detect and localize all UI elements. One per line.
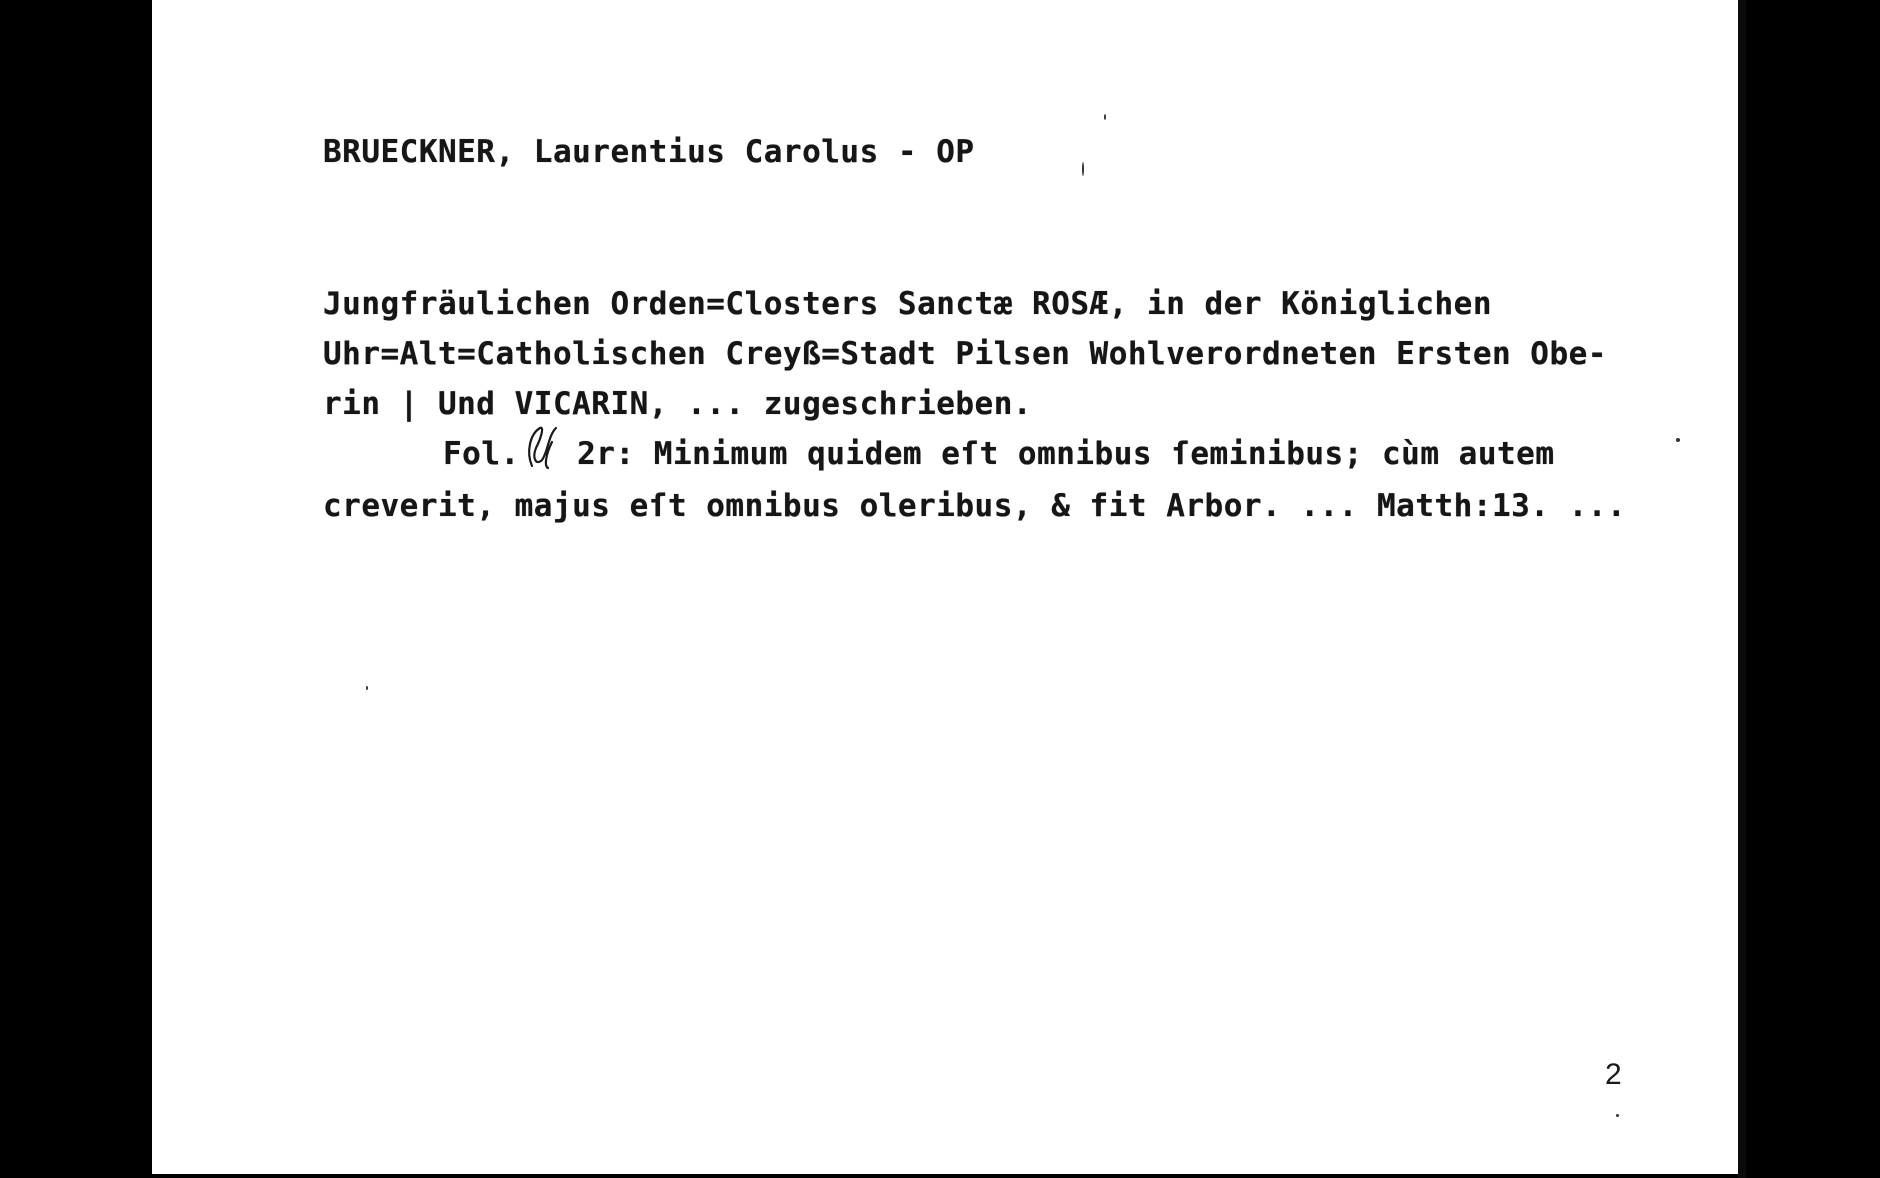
card-right-edge-border [1738, 0, 1746, 1178]
paper-speck [1676, 438, 1680, 442]
card-text-line-3: rin | Und VICARIN, ... zugeschrieben. [323, 386, 1033, 422]
card-heading: BRUECKNER, Laurentius Carolus - OP [323, 134, 975, 170]
card-text-line-2: Uhr=Alt=Catholischen Creyß=Stadt Pilsen Wohlverordneten Ersten Obe- [323, 336, 1607, 372]
paper-speck [1616, 1114, 1619, 1117]
handwritten-folio-mark [522, 422, 562, 474]
paper-speck [1104, 114, 1106, 120]
card-text-line-1: Jungfräulichen Orden=Closters Sanctæ ROSÆ, in der Königlichen [323, 286, 1492, 322]
paper-speck [366, 686, 368, 690]
index-card [152, 0, 1746, 1174]
page-number: 2 [1605, 1058, 1622, 1091]
card-text-line-4: Fol. 2r: Minimum quidem eſt omnibus ſeminibus; cùm autem [443, 436, 1555, 472]
card-text-line-5: creverit, majus eſt omnibus oleribus, & fit Arbor. ... Matth:13. ... [323, 488, 1627, 524]
paper-speck [1082, 162, 1084, 176]
